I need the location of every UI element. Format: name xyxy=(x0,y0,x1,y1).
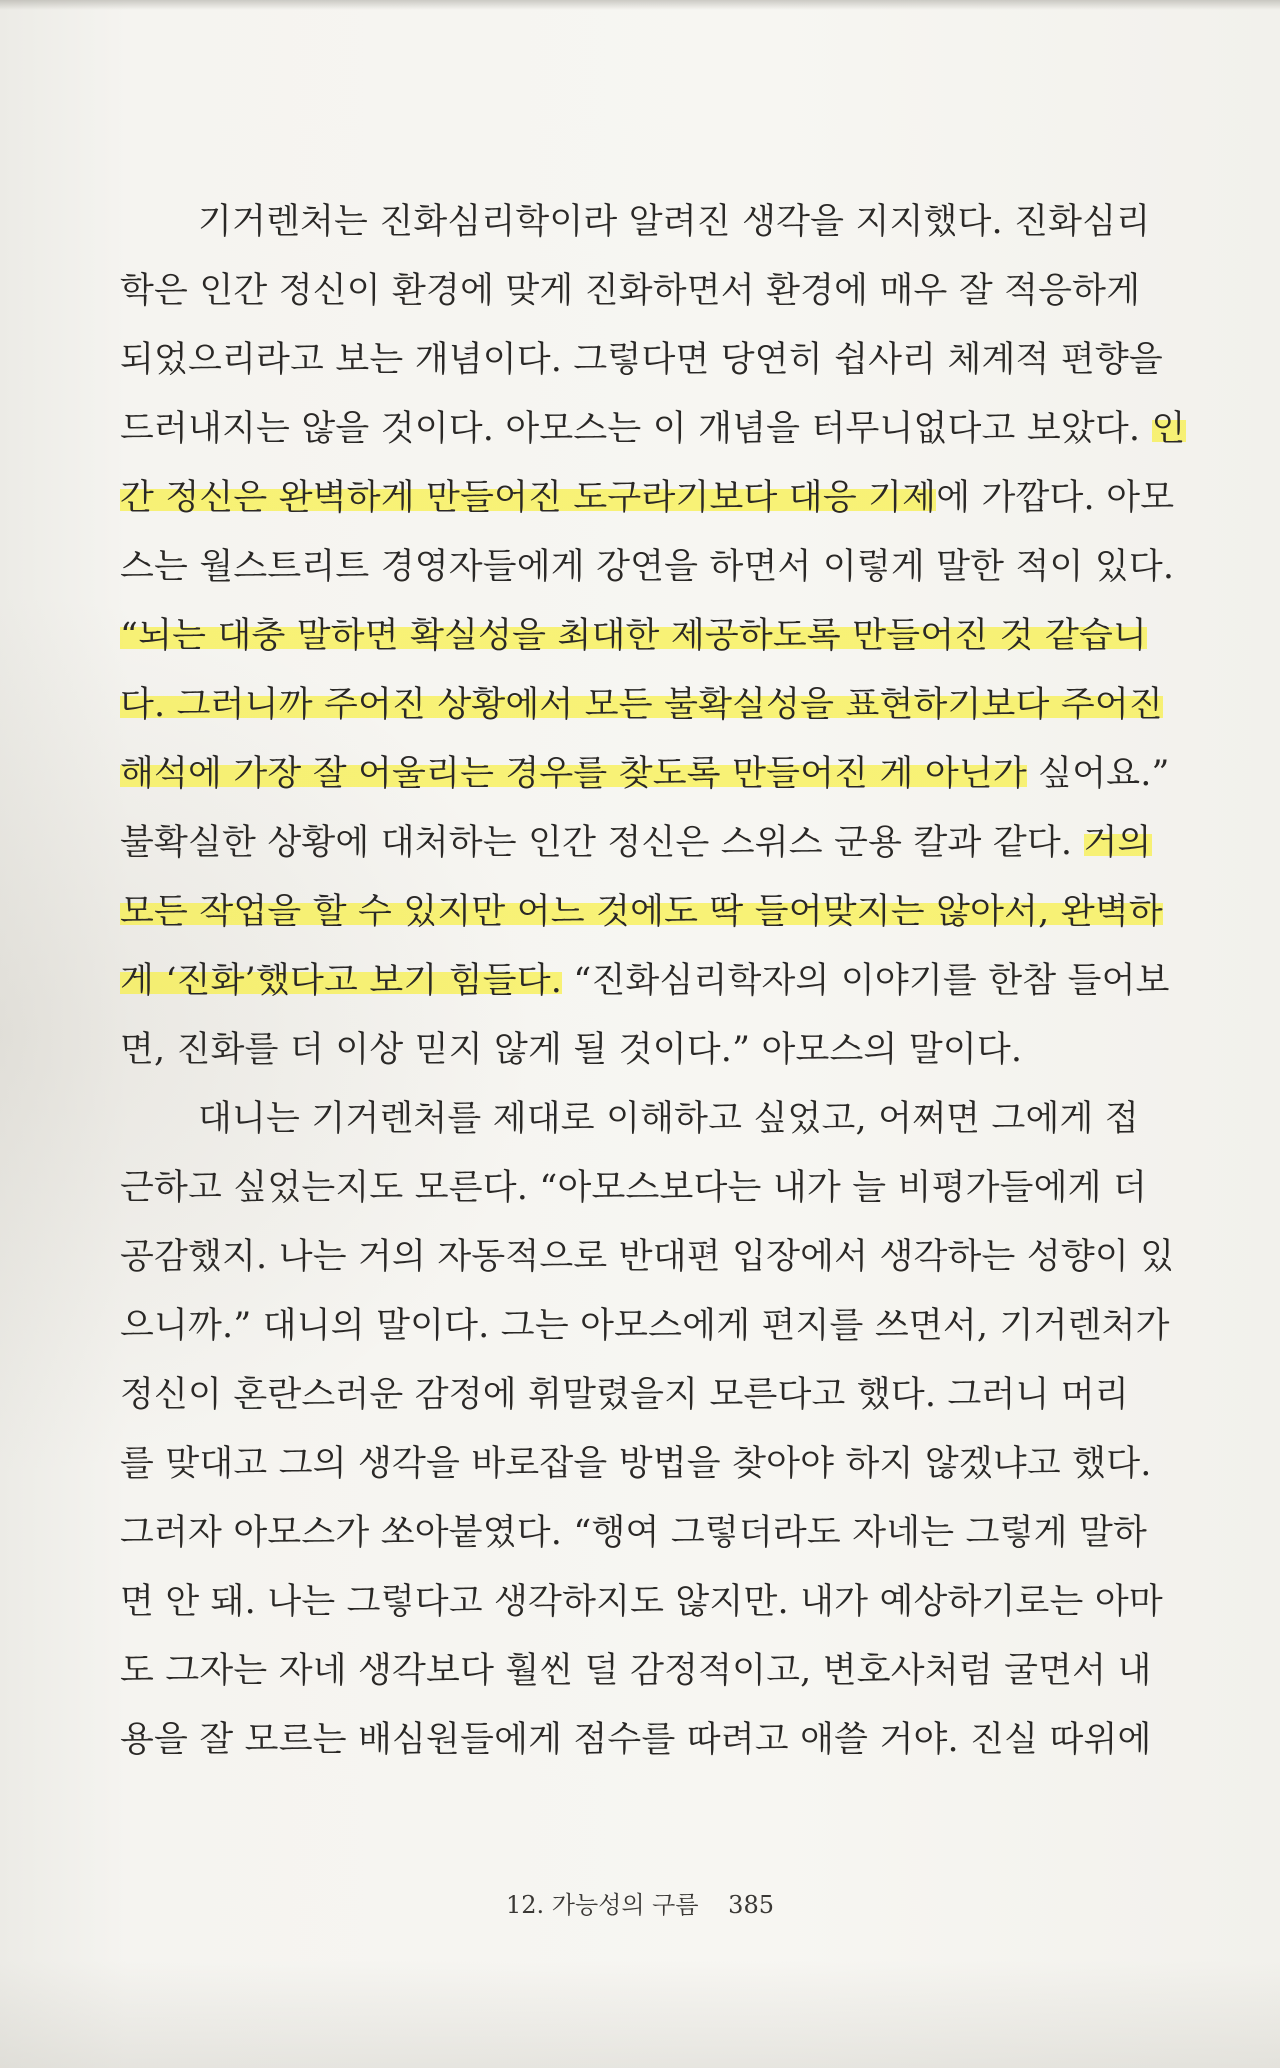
chapter-title: 12. 가능성의 구름 xyxy=(506,1891,699,1919)
text-line xyxy=(120,464,1175,533)
text-line xyxy=(120,602,1147,671)
text-line xyxy=(120,1085,1139,1154)
page-top-shadow xyxy=(0,0,1280,10)
text-segment: 에 가깝다. 아모 xyxy=(936,478,1175,518)
text-line xyxy=(120,533,1175,602)
page-footer xyxy=(0,1885,1280,1920)
text-line xyxy=(120,1361,1129,1430)
text-segment: “진화심리학자의 이야기를 한참 들어보 xyxy=(562,961,1170,1001)
highlighted-text: 모든 작업을 할 수 있지만 어느 것에도 딱 들어맞지는 않아서, 완벽하 xyxy=(120,892,1163,932)
text-line xyxy=(120,188,1151,257)
text-segment: 되었으리라고 보는 개념이다. 그렇다면 당연히 쉽사리 체계적 편향을 xyxy=(120,340,1163,380)
body-text xyxy=(120,188,1186,1775)
highlighted-text: 인 xyxy=(1151,409,1186,449)
text-line xyxy=(120,1292,1170,1361)
highlighted-text: 게 ‘진화’했다고 보기 힘들다. xyxy=(120,961,563,1001)
highlighted-text: 거의 xyxy=(1083,823,1152,863)
text-segment: 스는 월스트리트 경영자들에게 강연을 하면서 이렇게 말한 적이 있다. xyxy=(120,547,1175,587)
text-line xyxy=(120,1430,1152,1499)
text-line xyxy=(120,395,1186,464)
text-line xyxy=(120,1223,1175,1292)
text-line xyxy=(120,809,1152,878)
page-number: 385 xyxy=(728,1891,774,1919)
text-segment: 정신이 혼란스러운 감정에 휘말렸을지 모른다고 했다. 그러니 머리 xyxy=(120,1375,1129,1415)
text-line xyxy=(120,1016,1095,1085)
highlighted-text: 간 정신은 완벽하게 만들어진 도구라기보다 대응 기제 xyxy=(120,478,937,518)
text-segment: 학은 인간 정신이 환경에 맞게 진화하면서 환경에 매우 잘 적응하게 xyxy=(120,271,1141,311)
text-segment: 싶어요.” xyxy=(1026,754,1170,794)
text-segment: 대니는 기거렌처를 제대로 이해하고 싶었고, 어쩌면 그에게 접 xyxy=(198,1099,1139,1139)
text-line xyxy=(120,947,1170,1016)
text-segment: 도 그자는 자네 생각보다 훨씬 덜 감정적이고, 변호사처럼 굴면서 내 xyxy=(120,1651,1152,1691)
text-segment: 면, 진화를 더 이상 믿지 않게 될 것이다.” 아모스의 말이다. xyxy=(120,1030,1023,1070)
text-segment: 그러자 아모스가 쏘아붙였다. “행여 그렇더라도 자네는 그렇게 말하 xyxy=(120,1513,1147,1553)
text-line xyxy=(120,1568,1163,1637)
page-bottom-shade xyxy=(0,1960,1280,2068)
text-line xyxy=(120,326,1163,395)
text-line xyxy=(120,1499,1147,1568)
text-line xyxy=(120,671,1163,740)
text-segment: 를 맞대고 그의 생각을 바로잡을 방법을 찾아야 하지 않겠냐고 했다. xyxy=(120,1444,1152,1484)
text-line xyxy=(120,1706,1152,1775)
highlighted-text: 다. 그러니까 주어진 상황에서 모든 불확실성을 표현하기보다 주어진 xyxy=(120,685,1163,725)
highlighted-text: “뇌는 대충 말하면 확실성을 최대한 제공하도록 만들어진 것 같습니 xyxy=(120,616,1147,656)
text-segment: 공감했지. 나는 거의 자동적으로 반대편 입장에서 생각하는 성향이 있 xyxy=(120,1237,1175,1277)
text-segment: 기거렌처는 진화심리학이라 알려진 생각을 지지했다. 진화심리 xyxy=(198,202,1151,242)
text-segment: 드러내지는 않을 것이다. 아모스는 이 개념을 터무니없다고 보았다. xyxy=(120,409,1152,449)
text-segment: 으니까.” 대니의 말이다. 그는 아모스에게 편지를 쓰면서, 기거렌처가 xyxy=(120,1306,1170,1346)
text-segment: 용을 잘 모르는 배심원들에게 점수를 따려고 애쓸 거야. 진실 따위에 xyxy=(120,1720,1152,1760)
text-segment: 면 안 돼. 나는 그렇다고 생각하지도 않지만. 내가 예상하기로는 아마 xyxy=(120,1582,1163,1622)
highlighted-text: 해석에 가장 잘 어울리는 경우를 찾도록 만들어진 게 아닌가 xyxy=(120,754,1027,794)
text-segment: 불확실한 상황에 대처하는 인간 정신은 스위스 군용 칼과 같다. xyxy=(120,823,1084,863)
text-line xyxy=(120,1637,1152,1706)
text-line xyxy=(120,257,1141,326)
text-line xyxy=(120,1154,1147,1223)
text-line xyxy=(120,878,1163,947)
text-line xyxy=(120,740,1170,809)
text-segment: 근하고 싶었는지도 모른다. “아모스보다는 내가 늘 비평가들에게 더 xyxy=(120,1168,1147,1208)
